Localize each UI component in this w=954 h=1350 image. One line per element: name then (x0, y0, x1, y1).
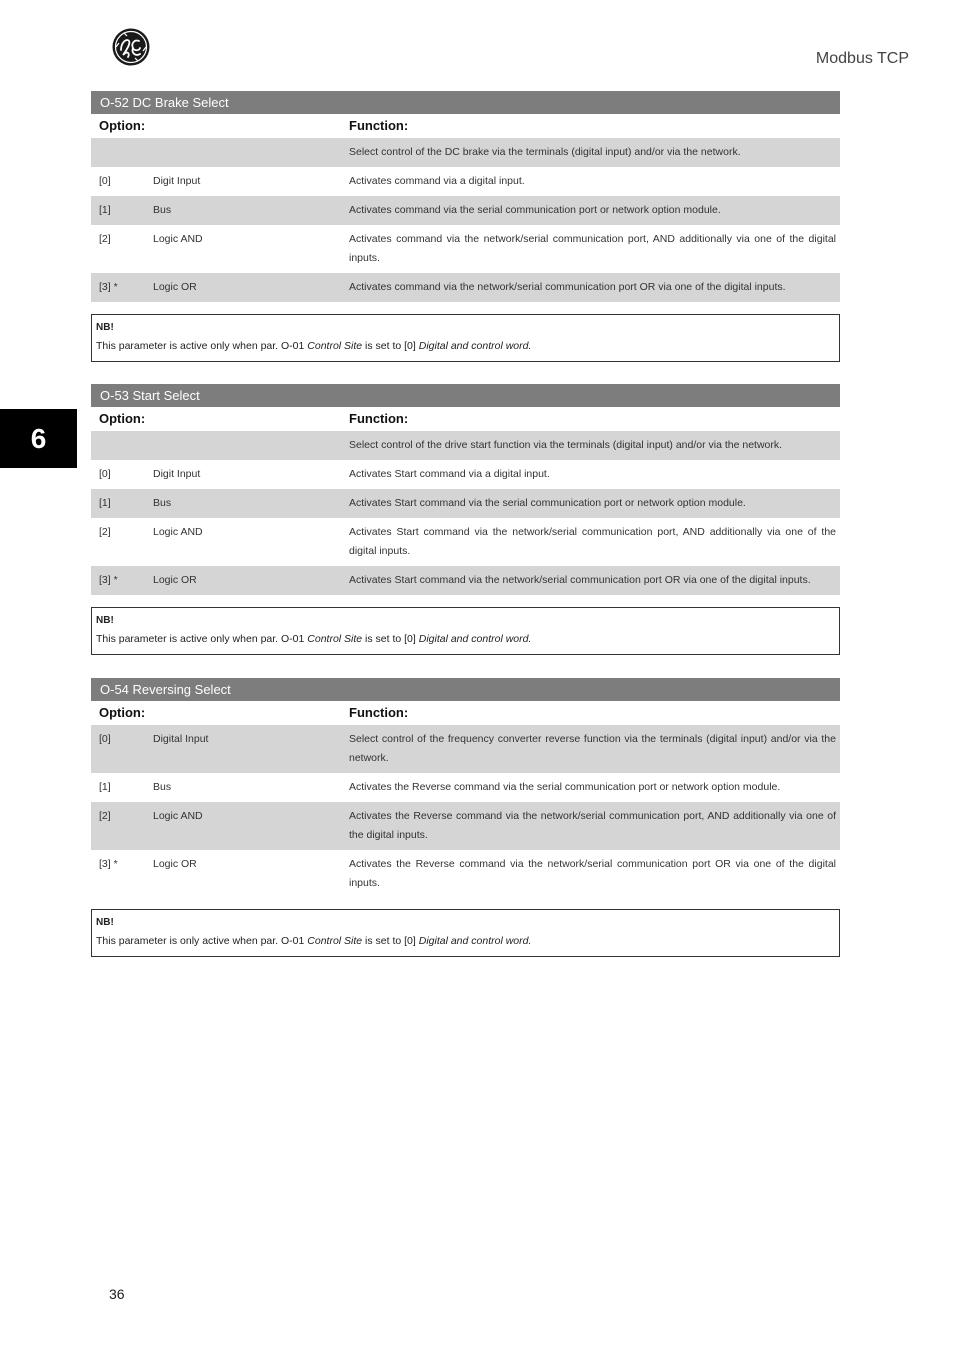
option-function: Activates Start command via a digital input. (349, 468, 550, 480)
note-box (91, 607, 840, 655)
option-function: Activates Start command via the serial communication port or network option module. (349, 497, 746, 509)
ge-logo-icon (112, 28, 150, 66)
note-box (91, 314, 840, 362)
option-name: Logic AND (153, 233, 203, 245)
section-title: O-52 DC Brake Select (91, 91, 840, 114)
table-row (91, 460, 840, 489)
note-text: This parameter is active only when par. O-01 Control Site is set to [0] Digital and control word. (96, 340, 532, 352)
table-row (91, 518, 840, 566)
section-reversing-select (91, 678, 840, 898)
option-name: Digit Input (153, 468, 201, 480)
option-function: Activates the Reverse command via the network/serial communication port, AND additionally via one of the digital inputs. (349, 810, 836, 841)
table-row (91, 225, 840, 273)
chapter-tab: 6 (0, 409, 77, 468)
note-label: NB! (96, 615, 114, 626)
option-code: [0] (99, 733, 111, 745)
table-row (91, 431, 840, 460)
page-number: 36 (109, 1286, 125, 1302)
option-code: [3] * (99, 574, 118, 586)
table-row (91, 167, 840, 196)
section-title: O-54 Reversing Select (91, 678, 840, 701)
option-name: Bus (153, 204, 172, 216)
option-name: Digital Input (153, 733, 209, 745)
column-header (91, 407, 840, 431)
table-row (91, 273, 840, 302)
option-name: Logic AND (153, 810, 203, 822)
option-code (91, 436, 153, 455)
option-code: [2] (99, 526, 111, 538)
note-label: NB! (96, 917, 114, 928)
option-name: Logic OR (153, 281, 197, 293)
option-code: [0] (99, 175, 111, 187)
option-function: Activates Start command via the network/serial communication port OR via one of the digital inputs. (349, 574, 811, 586)
option-function: Select control of the drive start function via the terminals (digital input) and/or via the network. (349, 439, 783, 451)
note-text: This parameter is active only when par. O-01 Control Site is set to [0] Digital and control word. (96, 633, 532, 645)
option-code: [0] (99, 468, 111, 480)
column-header (91, 114, 840, 138)
option-name (153, 436, 341, 455)
option-function: Activates command via the serial communication port or network option module. (349, 204, 721, 216)
table-row (91, 138, 840, 167)
option-function: Activates the Reverse command via the serial communication port or network option module. (349, 781, 781, 793)
option-function: Select control of the frequency converter reverse function via the terminals (digital input) and/or via the network. (349, 733, 836, 764)
table-row (91, 196, 840, 225)
table-row (91, 725, 840, 773)
table-row (91, 489, 840, 518)
option-function: Activates Start command via the network/serial communication port, AND additionally via one of the digital inputs. (349, 526, 836, 557)
section-dc-brake-select (91, 91, 840, 302)
option-code: [3] * (99, 858, 118, 870)
section-start-select (91, 384, 840, 595)
option-header: Option: (99, 118, 146, 133)
option-code: [1] (99, 781, 111, 793)
note-text: This parameter is only active when par. O-01 Control Site is set to [0] Digital and control word. (96, 935, 532, 947)
function-header: Function: (349, 411, 409, 426)
column-header (91, 701, 840, 725)
option-code (91, 143, 153, 162)
option-name: Bus (153, 497, 172, 509)
option-name: Logic AND (153, 526, 203, 538)
option-header: Option: (99, 411, 146, 426)
table-row (91, 773, 840, 802)
note-label: NB! (96, 322, 114, 333)
option-code: [1] (99, 204, 111, 216)
option-code: [2] (99, 810, 111, 822)
option-name (153, 143, 341, 162)
option-code: [3] * (99, 281, 118, 293)
option-function: Activates command via the network/serial communication port OR via one of the digital inputs. (349, 281, 786, 293)
option-function: Activates command via the network/serial communication port, AND additionally via one of the digital inputs. (349, 233, 836, 264)
option-name: Bus (153, 781, 172, 793)
option-name: Logic OR (153, 858, 197, 870)
section-title: O-53 Start Select (91, 384, 840, 407)
option-name: Logic OR (153, 574, 197, 586)
option-header: Option: (99, 705, 146, 720)
option-function: Select control of the DC brake via the terminals (digital input) and/or via the network. (349, 146, 741, 158)
note-box (91, 909, 840, 957)
option-code: [1] (99, 497, 111, 509)
table-row (91, 802, 840, 850)
option-function: Activates the Reverse command via the network/serial communication port OR via one of the digital inputs. (349, 858, 836, 889)
function-header: Function: (349, 705, 409, 720)
header-title: Modbus TCP (815, 50, 909, 67)
function-header: Function: (349, 118, 409, 133)
option-name: Digit Input (153, 175, 201, 187)
option-function: Activates command via a digital input. (349, 175, 525, 187)
option-code: [2] (99, 233, 111, 245)
table-row (91, 566, 840, 595)
table-row (91, 850, 840, 898)
